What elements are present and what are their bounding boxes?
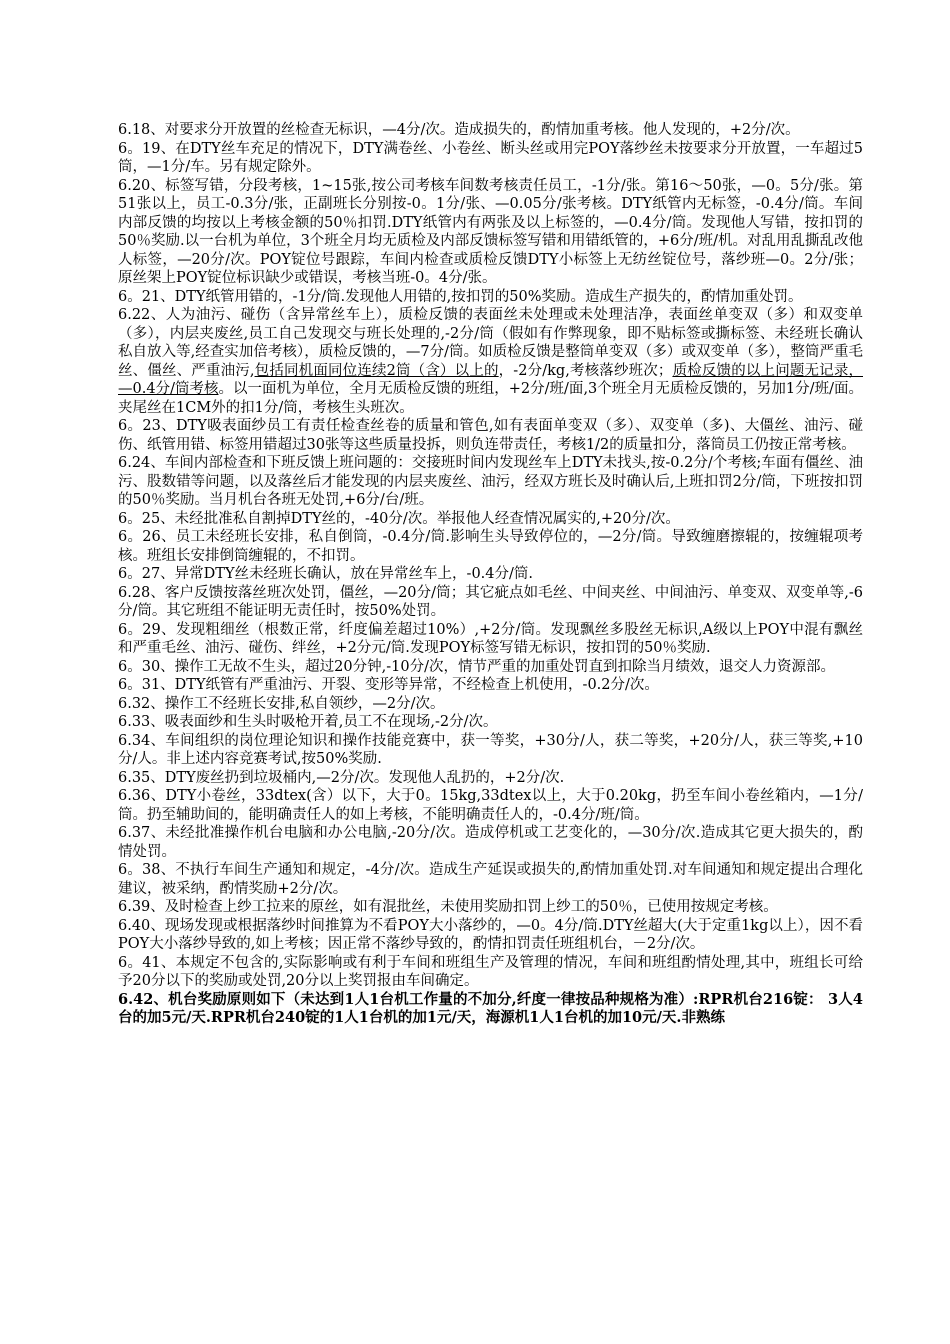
- rule-6-19: 6。19、在DTY丝车充足的情况下，DTY满卷丝、小卷丝、断头丝或用完POY落纱丝未按要求分开放置，一车超过5筒，—1分/车。另有规定除外。: [118, 140, 863, 175]
- rule-6-35: 6.35、DTY废丝扔到垃圾桶内,—2分/次。发现他人乱扔的，+2分/次.: [118, 769, 565, 786]
- rule-6-26: 6。26、员工未经班长安排，私自倒筒，-0.4分/筒.影响生头导致停位的，—2分/筒。导致缠磨擦辊的，按缠辊项考核。班组长安排倒筒缠辊的，不扣罚。: [118, 529, 863, 564]
- rule-6-27: 6。27、异常DTY丝未经班长确认，放在异常丝车上，-0.4分/筒.: [118, 566, 533, 582]
- rule-6-18: 6.18、对要求分开放置的丝检查无标识，—4分/次。造成损失的，酌情加重考核。他人发现的，+2分/次。: [118, 122, 800, 138]
- rule-6-42: 6.42、机台奖励原则如下（未达到1人1台机工作量的不加分,纤度一律按品种规格为准）:RPR机台216锭： 3人4台的加5元/天.RPR机台240锭的1人1台机的加1元/天，海源机1人1台机的加10元/天.非熟练: [118, 990, 863, 1026]
- rule-6-29: 6。29、发现粗细丝（根数正常，纤度偏差超过10%）,+2分/筒。发现飘丝多股丝无标识,A级以上POY中混有飘丝和严重毛丝、油污、碰伤、绊丝，+2分元/筒.发现POY标签写错无标识，按扣罚的50％奖励.: [118, 621, 863, 656]
- rule-6-30: 6。30、操作工无故不生头，超过20分钟,-10分/次，情节严重的加重处罚直到扣除当月绩效，退交人力资源部。: [118, 658, 835, 675]
- rule-6-33: 6.33、吸表面纱和生头时吸枪开着,员工不在现场,-2分/次。: [118, 714, 498, 730]
- rule-6-32: 6.32、操作工不经班长安排,私自领纱，—2分/次。: [118, 695, 445, 712]
- rule-6-22-part-a: 6.22、人为油污、碰伤（含异常丝车上），质检反馈的表面丝未处理或未处理洁净，表面丝单变双（多）和双变单（多），内层夹废丝,员工自己发现交与班长处理的,-2分/筒（假如有作弊现象，即不贴标签或撕标签、未经班长确认私自放入等,经查实加倍考核），质检反馈的，—7分/筒。如质检反馈是整筒单变双（多）或双变单（多），整筒严重毛丝、僵丝、严重油污,: [118, 307, 863, 379]
- rule-6-40: 6.40、现场发现或根据落纱时间推算为不看POY大小落纱的，—0。4分/筒.DTY丝超大(大于定重1kg以上），因不看POY大小落纱导致的,如上考核；因正常不落纱导致的，酌情扣罚责任班组机台，－2分/次。: [118, 917, 863, 952]
- rule-6-22-underline-1: 包括同机面同位连续2筒（含）以上的: [254, 362, 499, 379]
- rule-6-41: 6。41、本规定不包含的,实际影响或有利于车间和班组生产及管理的情况，车间和班组酌情处理,其中，班组长可给予20分以下的奖励或处罚,20分以上奖罚报由车间确定。: [118, 954, 863, 989]
- document-body: [118, 121, 863, 1028]
- rule-6-23: 6。23、DTY吸表面纱员工有责任检查丝卷的质量和管色,如有表面单变双（多）、双变单（多)、大僵丝、油污、碰伤、纸管用错、标签用错超过30张等这些质量投拆，则负连带责任，考核1/2的质量扣分，落筒员工仍按正常考核。: [118, 418, 863, 453]
- rule-6-22-part-c: 。以一面机为单位，全月无质检反馈的班组，+2分/班/面,3个班全月无质检反馈的，另加1分/班/面。夹尾丝在1CM外的扣1分/筒，考核生头班次。: [118, 381, 863, 416]
- rule-6-39: 6.39、及时检查上纱工拉来的原丝，如有混批丝，未使用奖励扣罚上纱工的50％，已使用按规定考核。: [118, 899, 778, 915]
- rule-6-22-part-b: ，-2分/kg,考核落纱班次；: [498, 362, 673, 379]
- rule-6-38: 6。38、不执行车间生产通知和规定，-4分/次。造成生产延误或损失的,酌情加重处罚.对车间通知和规定提出合理化建议，被采纳，酌情奖励+2分/次。: [118, 862, 863, 897]
- rule-6-22: [118, 306, 863, 417]
- rule-6-28: 6.28、客户反馈按落丝班次处罚，僵丝，—20分/筒；其它疵点如毛丝、中间夹丝、中间油污、单变双、双变单等,-6分/筒。其它班组不能证明无责任时，按50%处罚。: [118, 584, 863, 619]
- rule-6-37: 6.37、未经批准操作机台电脑和办公电脑,-20分/次。造成停机或工艺变化的，—30分/次.造成其它更大损失的，酌情处罚。: [118, 825, 863, 860]
- rule-6-20: 6.20、标签写错，分段考核，1~15张,按公司考核车间数考核责任员工，-1分/张。第16～50张，—0。5分/张。第51张以上，员工-0.3分/张，正副班长分别按-0。1分/张、—0.05分/张考核。DTY纸管内无标签，-0.4分/筒。车间内部反馈的均按以上考核金额的50％扣罚.DTY纸管内有两张及以上标签的，—0.4分/筒。发现他人写错，按扣罚的50％奖励.以一台机为单位，3个班全月均无质检及内部反馈标签写错和用错纸管的，+6分/班/机。对乱用乱撕乱改他人标签，—20分/次。POY锭位号跟踪，车间内检查或质检反馈DTY小标签上无纺丝锭位号，落纱班—0。2分/张；原丝架上POY锭位标识缺少或错误，考核当班-0。4分/张。: [118, 177, 863, 286]
- rule-6-31: 6。31、DTY纸管有严重油污、开裂、变形等异常，不经检查上机使用，-0.2分/次。: [118, 677, 659, 693]
- rule-6-34: 6.34、车间组织的岗位理论知识和操作技能竞赛中，获一等奖，+30分/人，获二等奖，+20分/人，获三等奖,+10分/人。非上述内容竞赛考试,按50%奖励.: [118, 732, 863, 767]
- rule-6-24: 6.24、车间内部检查和下班反馈上班问题的：交接班时间内发现丝车上DTY未找头,按-0.2分/个考核;车面有僵丝、油污、股数错等问题，以及落丝后才能发现的内层夹废丝、油污，经双方班长及时确认后,上班扣罚2分/筒，下班按扣罚的50％奖励。当月机台各班无处罚,+6分/台/班。: [118, 455, 863, 508]
- rule-6-22-underline-2: 质检反馈的以上问题无记录，—0.4分/筒考核: [118, 362, 863, 397]
- rule-6-21: 6。21、DTY纸管用错的，-1分/筒.发现他人用错的,按扣罚的50%奖励。造成生产损失的，酌情加重处罚。: [118, 288, 803, 305]
- rule-6-36: 6.36、DTY小卷丝，33dtex(含）以下，大于0。15kg,33dtex以上，大于0.20kg，扔至车间小卷丝箱内，—1分/筒。扔至辅助间的，能明确责任人的如上考核，不能明确责任人的，-0.4分/班/筒。: [118, 788, 863, 823]
- rule-6-25: 6。25、未经批准私自割掉DTY丝的，-40分/次。举报他人经查情况属实的,+20分/次。: [118, 510, 680, 527]
